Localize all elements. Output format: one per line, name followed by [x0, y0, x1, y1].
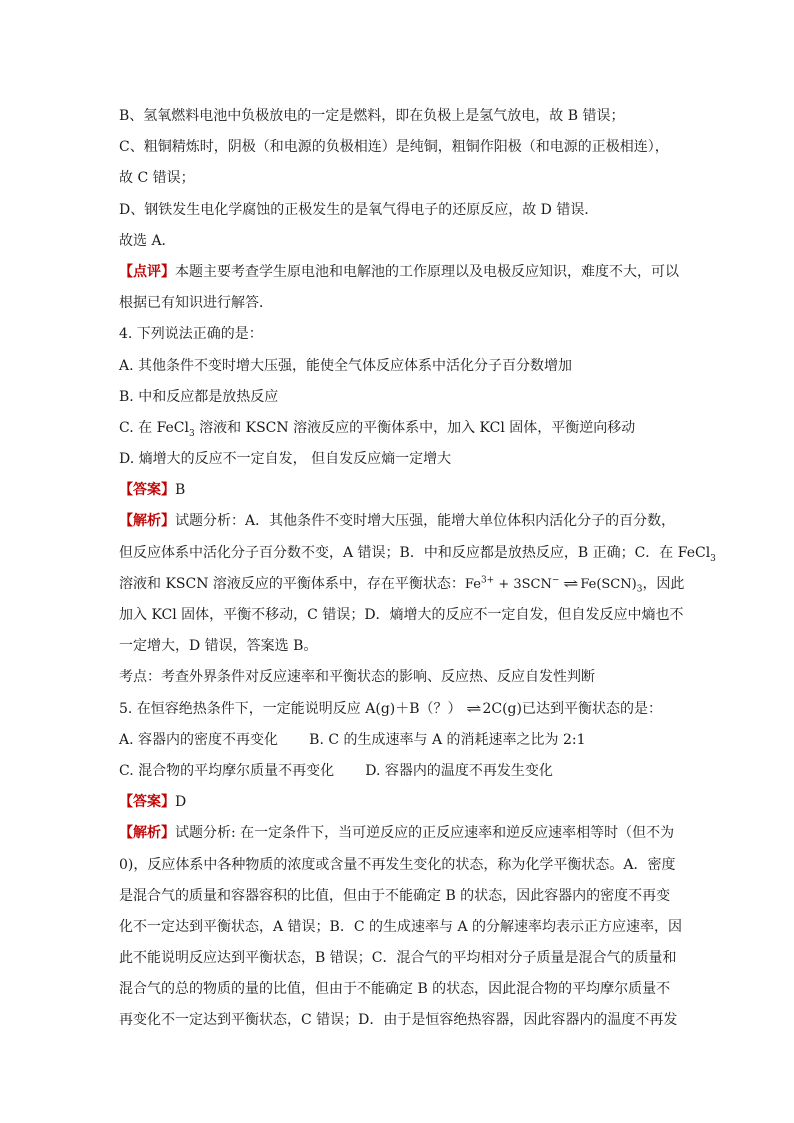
q4-analysis-line-4: 加入 KCl 固体，平衡不移动，C 错误；D．熵增大的反应不一定自发，但自发反应中熵也不: [119, 607, 684, 623]
comment-tag: 【点评】: [119, 263, 175, 280]
comment-text-1: 本题主要考查学生原电池和电解池的工作原理以及电极反应知识，难度不大，可以: [175, 263, 679, 280]
comment-line-1: [119, 257, 679, 288]
q5-analysis-line-2: 0)，反应体系中各种物质的浓度或含量不再发生变化的状态，称为化学平衡状态。A．密度: [119, 856, 676, 873]
q4-analysis-line-1: [119, 506, 679, 537]
q4-answer-value: B: [175, 482, 186, 499]
q5-stem: [119, 694, 679, 725]
q4-option-c-sub: 3: [189, 428, 195, 439]
q5-analysis-line-5: 此不能说明反应达到平衡状态，B 错误；C．混合气的平均相对分子质量是混合气的质量和: [119, 950, 677, 967]
q4-equilibrium-equation: [464, 575, 643, 595]
q5-options-ab: A. 容器内的密度不再变化 B. C 的生成速率与 A 的消耗速率之比为 2:1: [119, 731, 586, 748]
q5-analysis-line-7: 再变化不一定达到平衡状态，C 错误；D．由于是恒容绝热容器，因此容器内的温度不再发: [119, 1012, 678, 1029]
q4-kaodian: 考点：考查外界条件对反应速率和平衡状态的影响、反应热、反应自发性判断: [119, 669, 595, 686]
q5-stem-post: 2C(g)已达到平衡状态的是：: [482, 700, 662, 717]
q4-option-c-post: 溶液和 KSCN 溶液反应的平衡体系中，加入 KCl 固体，平衡逆向移动: [194, 419, 636, 436]
q5-analysis-line-1: [119, 818, 679, 849]
comment-line-2: 根据已有知识进行解答．: [119, 295, 273, 312]
q4-option-a: A. 其他条件不变时增大压强，能使全气体反应体系中活化分子百分数增加: [119, 357, 573, 374]
q4-option-c: [119, 413, 679, 444]
q5-analysis-line-4: 化不一定达到平衡状态，A 错误；B．C 的生成速率与 A 的分解速率均表示正方应速率，因: [119, 918, 683, 935]
q5-options-cd: C. 混合物的平均摩尔质量不再变化 D. 容器内的温度不再发生变化: [119, 762, 553, 779]
explanation-line-b: B、氢氧燃料电池中负极放电的一定是燃料，即在负极上是氢气放电，故 B 错误；: [119, 108, 625, 124]
explanation-line-c2: 故 C 错误；: [119, 170, 195, 187]
explanation-conclusion: 故选 A．: [119, 232, 176, 249]
eq-product: Fe(SCN): [580, 576, 637, 592]
explanation-line-d: D、钢铁发生电化学腐蚀的正极发生的是氧气得电子的还原反应，故 D 错误．: [119, 201, 599, 218]
eq-fe-charge: 3+: [480, 575, 495, 586]
eq-scn: + 3SCN: [494, 576, 552, 592]
q4-stem: 4. 下列说法正确的是：: [119, 326, 263, 343]
q4-analysis-text-3-post: ，因此: [642, 575, 685, 592]
q5-answer-tag: 【答案】: [119, 794, 175, 811]
eq-scn-charge: −: [551, 575, 560, 586]
q4-option-d: D. 熵增大的反应不一定自发， 但自发反应熵一定增大: [119, 451, 452, 468]
q5-analysis-line-6: 混合气的总的物质的量的比值，但由于不能确定 B 的状态，因此混合物的平均摩尔质量不: [119, 981, 671, 998]
q4-analysis-tag: 【解析】: [119, 513, 175, 530]
q4-option-b: B. 中和反应都是放热反应: [119, 388, 279, 405]
q5-answer-value: D: [175, 794, 187, 811]
q4-analysis-text-1: 试题分析：A．其他条件不变时增大压强，能增大单位体积内活化分子的百分数，: [175, 513, 676, 530]
q5-analysis-text-1: 试题分析: 在一定条件下，当可逆反应的正反应速率和逆反应速率相等时（但不为: [175, 825, 675, 842]
q4-answer-tag: 【答案】: [119, 482, 175, 499]
q5-stem-pre: 5. 在恒容绝热条件下，一定能说明反应 A(g)＋B（？）: [119, 700, 462, 717]
q5-analysis-tag: 【解析】: [119, 825, 175, 842]
q4-analysis-text-2: 但反应体系中活化分子百分数不变，A 错误；B．中和反应都是放热反应，B 正确；C．在 FeCl: [119, 544, 711, 561]
q5-answer: [119, 787, 679, 818]
q4-analysis-line-3: [119, 569, 685, 600]
q4-analysis-line-5: 一定增大，D 错误，答案选 B。: [119, 638, 318, 655]
q4-answer: [119, 475, 679, 506]
document-content: [119, 101, 716, 1037]
q4-analysis-text-3: 溶液和 KSCN 溶液反应的平衡体系中，存在平衡状态：: [119, 575, 465, 592]
eq-fe: Fe: [464, 576, 481, 592]
q4-analysis-sub-2: 3: [710, 553, 716, 564]
q5-analysis-line-3: 是混合气的质量和容器容积的比值，但由于不能确定 B 的状态，因此容器内的密度不再变: [119, 887, 671, 904]
equilibrium-arrow-icon: ⇌: [563, 576, 577, 592]
eq-product-sub: 3: [636, 584, 643, 595]
q4-analysis-line-2: [119, 538, 716, 569]
q4-option-c-pre: C. 在 FeCl: [119, 419, 189, 436]
q5-equilibrium-arrow-icon: ⇌: [465, 701, 479, 717]
explanation-line-c1: C、粗铜精炼时，阴极（和电源的负极相连）是纯铜，粗铜作阳极（和电源的正极相连），: [119, 139, 669, 156]
